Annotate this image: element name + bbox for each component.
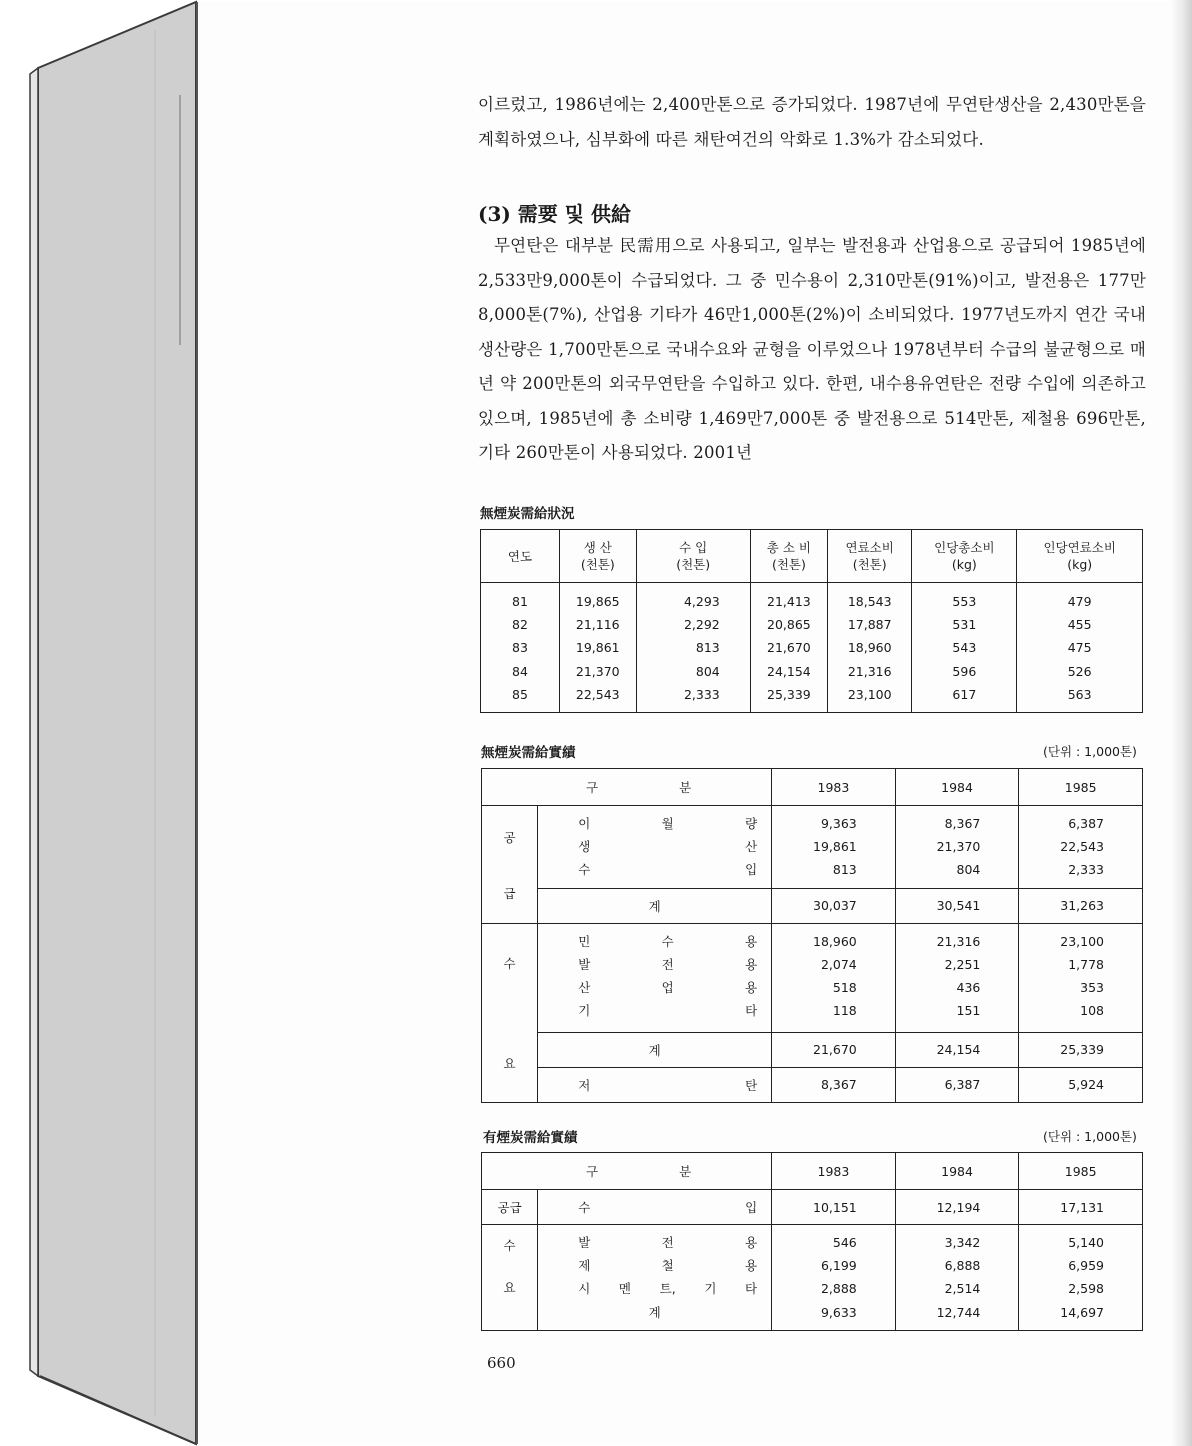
table3-unit: (단위 : 1,000톤) (1043, 1129, 1137, 1144)
table1-title: 無煙炭需給狀況 (480, 506, 575, 522)
supply-1985: 6,387 22,543 2,333 (1019, 806, 1143, 889)
group-demand: 수 요 (482, 923, 538, 1102)
col-per-fuel: 479 455 475 526 563 (1017, 583, 1143, 713)
table2-title: 無煙炭需給實績 (481, 745, 576, 761)
paragraph-intro: 이르렀고, 1986년에는 2,400만톤으로 증가되었다. 1987년에 무연탄생산을 2,430만톤을 계획하였으나, 심부화에 따른 채탄여건의 악화로 1.3%가 감소되었다. (478, 95, 1146, 149)
group-demand: 수 요 (482, 1225, 538, 1331)
demand-total-1983: 21,670 (772, 1032, 896, 1067)
import-label: 수 입 (538, 1190, 772, 1225)
col-header-imports: 수 입 (천톤) (636, 530, 750, 583)
table3-title: 有煙炭需給實績 (483, 1130, 578, 1146)
header-year-1983: 1983 (772, 769, 896, 806)
header-year-1984: 1984 (895, 1153, 1019, 1190)
group-supply: 공급 (482, 1190, 538, 1225)
supply-1983: 9,363 19,861 813 (772, 806, 896, 889)
stock-1985: 5,924 (1019, 1067, 1143, 1102)
col-years: 81 82 83 84 85 (481, 583, 560, 713)
col-header-fuel: 연료소비 (천톤) (828, 530, 912, 583)
stock-1983: 8,367 (772, 1067, 896, 1102)
col-imports: 4,293 2,292 813 804 2,333 (636, 583, 750, 713)
supply-1984: 8,367 21,370 804 (895, 806, 1019, 889)
header-year-1984: 1984 (895, 769, 1019, 806)
col-header-per-total: 인당총소비 (kg) (912, 530, 1017, 583)
supply-labels: 이 월 량 생 산 수 입 (538, 806, 772, 889)
supply-total-1983: 30,037 (772, 888, 896, 923)
anthracite-results-table (481, 768, 1143, 1103)
demand-1985: 23,100 1,778 353 108 (1019, 923, 1143, 1032)
col-fuel: 18,543 17,887 18,960 21,316 23,100 (828, 583, 912, 713)
import-1983: 10,151 (772, 1190, 896, 1225)
header-year-1983: 1983 (772, 1153, 896, 1190)
stock-1984: 6,387 (895, 1067, 1019, 1102)
header-year-1985: 1985 (1019, 769, 1143, 806)
paragraph-supply-demand: 무연탄은 대부분 民需用으로 사용되고, 일부는 발전용과 산업용으로 공급되어 1985년에 2,533만9,000톤이 수급되었다. 그 중 민수용이 2,310만톤(91%)이고, 발전용은 177만8,000톤(7%), 산업용 기타가 46만1,000톤(2%)이 소비되었다. 1977년도까지 연간 국내생산량은 1,700만톤으로 국내수요와 균형을 이루었으나 1978년부터 수급의 불균형으로 매년 약 200만톤의 외국무연탄을 수입하고 있다. 한편, 내수용유연탄은 전량 수입에 의존하고 있으며, 1985년에 총 소비량 1,469만7,000톤 중 발전용으로 514만톤, 제철용 696만톤, 기타 260만톤이 사용되었다. 2001년 (478, 236, 1146, 462)
import-1984: 12,194 (895, 1190, 1019, 1225)
demand-labels: 민 수 용 발 전 용 산 업 용 기 타 (538, 923, 772, 1032)
col-header-per-fuel: 인당연료소비 (kg) (1017, 530, 1143, 583)
col-total: 21,413 20,865 21,670 24,154 25,339 (750, 583, 827, 713)
header-year-1985: 1985 (1019, 1153, 1143, 1190)
header-category: 구 분 (482, 769, 772, 806)
demand-total-1985: 25,339 (1019, 1032, 1143, 1067)
demand-1983: 546 6,199 2,888 9,633 (772, 1225, 896, 1331)
section-heading: (3) 需要 및 供給 (478, 202, 632, 226)
demand-1985: 5,140 6,959 2,598 14,697 (1019, 1225, 1143, 1331)
demand-1984: 3,342 6,888 2,514 12,744 (895, 1225, 1019, 1331)
demand-total-1984: 24,154 (895, 1032, 1019, 1067)
anthracite-status-table (480, 529, 1143, 713)
page-number: 660 (487, 1354, 516, 1372)
import-1985: 17,131 (1019, 1190, 1143, 1225)
stock-label: 저 탄 (538, 1067, 772, 1102)
col-per-total: 553 531 543 596 617 (912, 583, 1017, 713)
demand-1984: 21,316 2,251 436 151 (895, 923, 1019, 1032)
col-header-total: 총 소 비 (천톤) (750, 530, 827, 583)
col-production: 19,865 21,116 19,861 21,370 22,543 (560, 583, 637, 713)
page-edge-shadow (1170, 0, 1192, 1446)
group-supply: 공 급 (482, 806, 538, 924)
bituminous-results-table (481, 1152, 1143, 1331)
supply-total-label: 계 (538, 888, 772, 923)
demand-labels: 발 전 용 제 철 용 시 멘 트, 기 타 계 (538, 1225, 772, 1331)
demand-total-label: 계 (538, 1032, 772, 1067)
col-header-production: 생 산 (천톤) (560, 530, 637, 583)
table2-unit: (단위 : 1,000톤) (1043, 744, 1137, 759)
demand-1983: 18,960 2,074 518 118 (772, 923, 896, 1032)
col-header-year: 연도 (481, 530, 560, 583)
body-text (478, 88, 1146, 471)
supply-total-1984: 30,541 (895, 888, 1019, 923)
header-category: 구 분 (482, 1153, 772, 1190)
supply-total-1985: 31,263 (1019, 888, 1143, 923)
